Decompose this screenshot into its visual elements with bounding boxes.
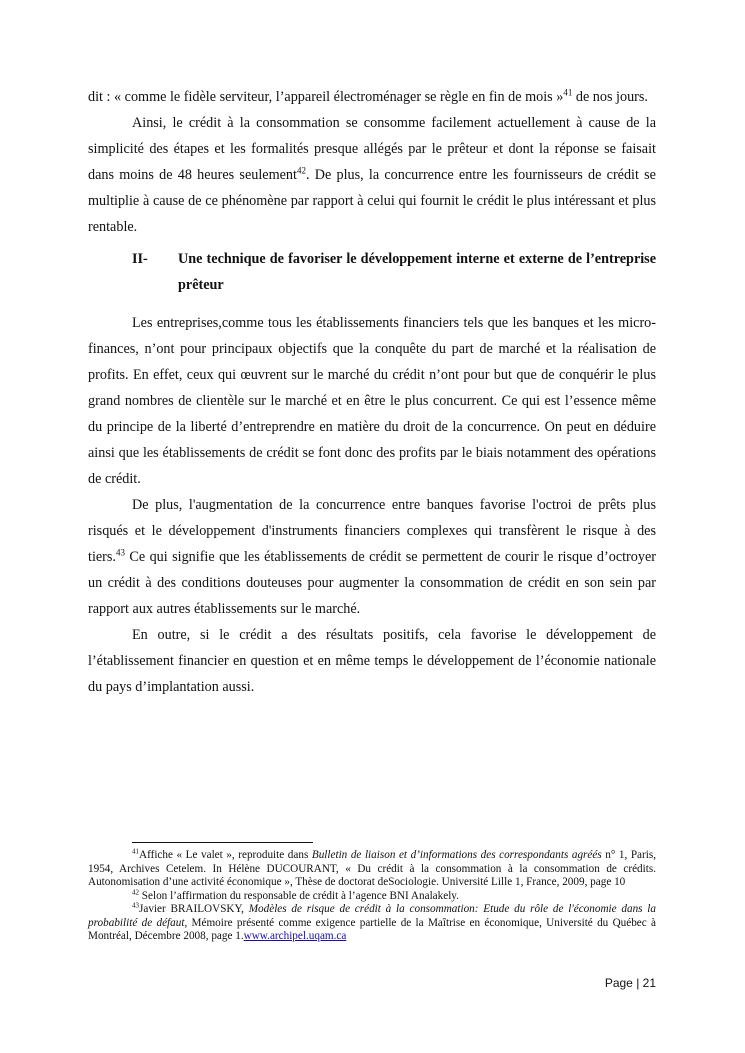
- body-text: [88, 84, 656, 700]
- text-run: Ainsi, le crédit à la consommation se consomme facilement actuellement à cause de la simplicité des étapes et les formalités presque allégés par le prêteur et dont la réponse se faisait dans moins de 48 heures seulement: [88, 115, 656, 183]
- footnote-ref-42[interactable]: 42: [296, 165, 306, 176]
- footnote-41: [88, 849, 656, 890]
- footnote-42: [88, 887, 656, 904]
- text-run: Selon l’affirmation du responsable de crédit à l’agence BNI Analakely.: [139, 889, 459, 902]
- footnotes: [88, 849, 656, 944]
- text-run-italic: Bulletin de liaison et d’informations des correspondants agréés: [311, 849, 602, 861]
- text-run: . De plus, la concurrence entre les fournisseurs de crédit se multiplie à cause de ce phénomène par rapport à celui qui fournit le crédit le plus intéressant et plus rentable.: [88, 167, 656, 235]
- section-number: II-: [132, 251, 148, 267]
- archipel-link[interactable]: www.archipel.uqam.ca: [243, 930, 347, 942]
- text-run-italic: Modèles de risque de crédit à la consommation: Etude du rôle de l'économie dans la probabilité de défaut: [88, 903, 656, 929]
- section-title: Une technique de favoriser le développement interne et externe de l’entreprise prêteur: [178, 251, 656, 293]
- footnote-number: 42: [132, 887, 139, 896]
- footnote-separator: [132, 842, 313, 843]
- text-run: Javier BRAILOVSKY,: [139, 903, 249, 915]
- footnote-ref-43[interactable]: 43: [115, 547, 125, 558]
- paragraph-conclusion: En outre, si le crédit a des résultats positifs, cela favorise le développement de l’établissement financier en question et en même temps le développement de l’économie nationale du pays d’implantation aussi.: [88, 627, 656, 695]
- footnote-number: 43: [132, 901, 139, 910]
- text-run: dit : « comme le fidèle serviteur, l’appareil électroménager se règle en fin de mois »: [88, 89, 564, 105]
- paragraph-continuation: [88, 84, 656, 110]
- text-run: De plus, l'augmentation de la concurrence entre banques favorise l'octroi de prêts plus risqués et le développement d'instruments financiers complexes qui transfèrent le risque à des tiers.: [88, 497, 656, 565]
- text-run: n° 1, Paris, 1954, Archives Cetelem. In Hélène DUCOURANT, « Du crédit à la consommation à la consommation de crédits. Autonomisation d’une activité économique », Thèse de doctorat deSociologie. Université Lille 1, France, 2009, page 10: [88, 849, 656, 888]
- text-run: , Mémoire présenté comme exigence partielle de la Maîtrise en économique, Université du Québec à Montréal, Décembre 2008, page 1.: [88, 916, 657, 942]
- paragraph-competition: [88, 492, 656, 622]
- text-run: Ce qui signifie que les établissements de crédit se permettent de courir le risque d’octroyer un crédit à des conditions douteuses pour augmenter la consommation de crédit en son sein par rapport aux autres établissements sur le marché.: [88, 549, 656, 617]
- paragraph-enterprises: Les entreprises,comme tous les établissements financiers tels que les banques et les micro-finances, n’ont pour principaux objectifs que la conquête du part de marché et la réalisation de profits. En effet, ceux qui œuvrent sur le marché du crédit n’ont pour but que de conquérir le plus grand nombres de clientèle sur le marché et en être le plus concurrent. Ce qui est l’essence même du principe de la liberté d’entreprendre en matière du droit de la concurrence. On peut en déduire ainsi que les établissements de crédit se font donc des profits par le biais notamment des opérations de crédit.: [88, 315, 656, 487]
- text-run: de nos jours.: [572, 89, 648, 105]
- footnote-ref-41[interactable]: 41: [563, 87, 573, 98]
- page-number: Page | 21: [604, 976, 656, 990]
- footnote-number: 41: [132, 847, 139, 856]
- text-run: Affiche « Le valet », reproduite dans: [139, 849, 312, 861]
- footnote-43: [88, 903, 656, 944]
- section-heading: [132, 246, 656, 298]
- paragraph-credit-ease: [88, 110, 656, 240]
